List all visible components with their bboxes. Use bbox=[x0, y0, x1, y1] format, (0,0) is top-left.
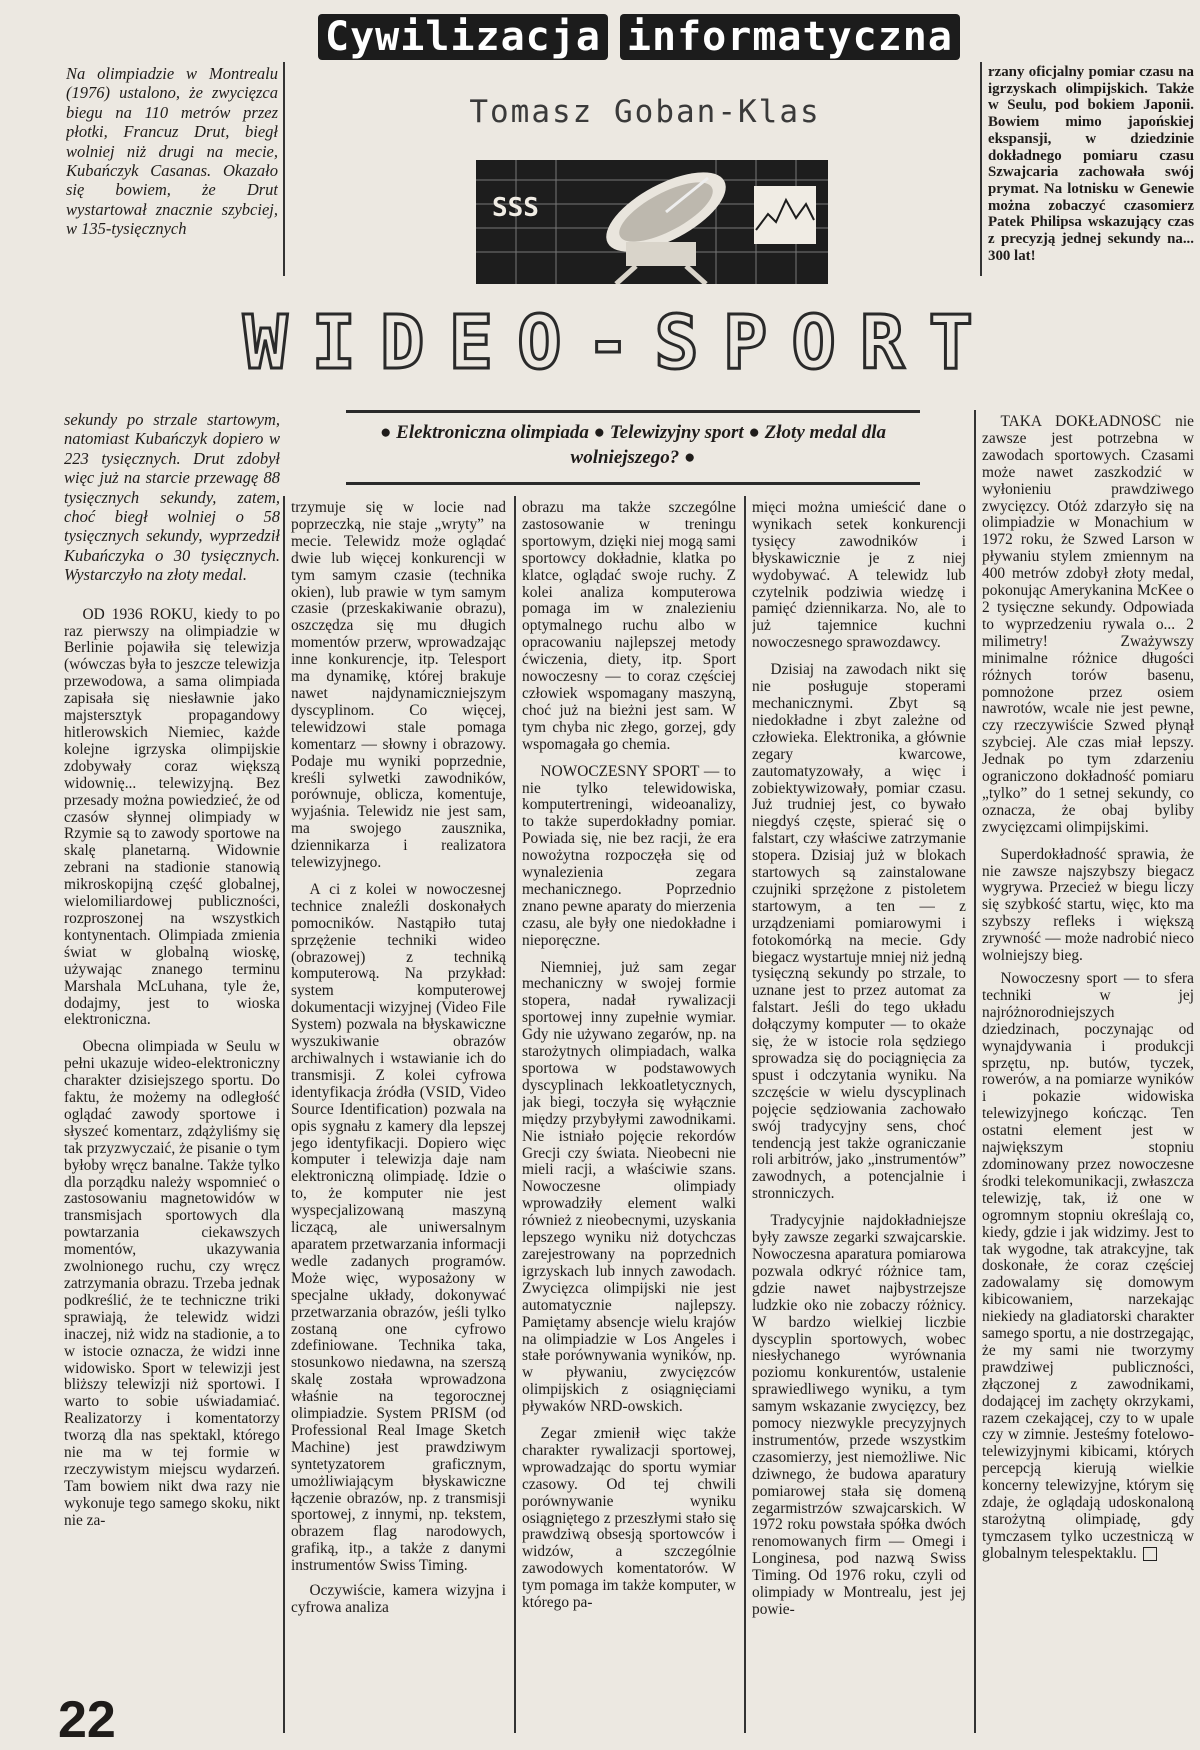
divider-col-1 bbox=[283, 496, 285, 1733]
column-3-paragraph-1: obrazu ma także szczególne zastosowanie w treningu sportowym, dzięki niej mogą sami sportowcy dokładnie, klatka po klatce, oglądać swoje ruchy. Z kolei analiza komputerowa pomaga im w znalezieniu optymalnego ruchu albo w opracowaniu najlepszej metody ćwiczenia, diety, itp. Sport nowoczesny — to coraz częściej człowiek wspomagany maszyną, choć już na bieżni jest sam. W tym chyba nic złego, gorzej, gdy wspomagała go chemia. bbox=[522, 500, 736, 753]
illustration-graphic bbox=[476, 160, 828, 284]
series-title-word-2: informatyczna bbox=[620, 14, 960, 60]
column-5-paragraph-2: Superdokładność sprawia, że nie zawsze najszybszy biegacz wygrywa. Przecież w biegu liczy się szybkość startu, więc, kto ma szybszy refleks i większą zrywność — może nadrobić nieco wolniejszy bieg. bbox=[982, 845, 1194, 965]
column-5-paragraph-3 bbox=[982, 971, 1194, 1563]
column-1-paragraph-2: Obecna olimpiada w Seulu w pełni ukazuje wideo-elektroniczny charakter dzisiejszego sportu. Do faktu, że możemy na odległość oglądać zawody sportowe i słyszeć komentarz, zdążyliśmy się tak przyzwyczaić, że pisanie o tym byłoby wręcz banalne. Także tylko dla porządku należy wspomnieć o zastosowaniu magnetowidów w transmisjach sportowych dla powtarzania ciekawszych momentów, ukazywania zwolnionego ruchu, czy wręcz zatrzymania obrazu. Trzeba jednak podkreślić, że te techniczne triki sprawiają, że telewidz widzi inaczej, niż widz na stadionie, a to w istocie oznacza, że widzi inne widowisko. Sport w telewizji jest bliższy telewizji niż sportowi. I warto to sobie uświadamiać. Realizatorzy i komentatorzy tworzą dla nas spektakl, którego nie ma w tej formie w rzeczywistym miejscu wydarzeń. Tam bowiem nikt dwa razy nie wykonuje tego samego skoku, nikt nie za- bbox=[64, 1038, 280, 1529]
illustration bbox=[476, 160, 828, 284]
subheading: ● Elektroniczna olimpiada ● Telewizyjny sport ● Złoty medal dla wolniejszego? ● bbox=[379, 422, 887, 468]
column-1 bbox=[64, 410, 280, 1690]
series-title bbox=[286, 14, 992, 60]
author-name: Tomasz Goban-Klas bbox=[469, 94, 821, 130]
headline: WIDEO-SPORT bbox=[242, 300, 998, 386]
divider-top-left bbox=[283, 62, 285, 276]
column-4-paragraph-1: mięci można umieścić dane o wynikach setek konkurencji tysięcy zawodników i błyskawicznie je z niej wydobywać. A telewidz lub czytelnik podziwia wiedzę i pamięć dziennikarza. No, ale to już tajemnice kuchni nowoczesnego sprawozdawcy. bbox=[752, 500, 966, 652]
column-2-paragraph-1: trzymuje się w locie nad poprzeczką, nie staje „wryty” na mecie. Telewidz może oglądać dwie lub więcej konkurencji w tym samym czasie (technika okien), lub prawie w tym samym czasie (przeskakiwanie obrazu), oszczędza się mu długich momentów przerw, wprowadzając inne konkurencje, itp. Telesport ma dynamikę, której brakuje nawet najdynamiczniejszym dyscyplinom. Co więcej, telewidzowi stale pomaga komentarz — słowny i obrazowy. Podaje mu wyniki poprzednie, kreśli sylwetki zawodników, porównuje, oblicza, komentuje, wyjaśnia. Telewidz nie jest sam, ma swojego zausznika, dziennikarza i realizatora telewizyjnego. bbox=[291, 500, 506, 872]
subheading-rule-top bbox=[346, 410, 920, 413]
subheading-rule-bottom bbox=[346, 482, 920, 485]
intro-left-column bbox=[66, 64, 278, 274]
top-right-column bbox=[988, 64, 1194, 278]
column-5 bbox=[982, 414, 1194, 1714]
tv-screen-icon bbox=[754, 186, 816, 244]
divider-col-3 bbox=[744, 496, 746, 1733]
end-of-article-icon bbox=[1143, 1547, 1157, 1561]
divider-col-4 bbox=[974, 410, 976, 1733]
column-2-paragraph-3: Oczywiście, kamera wizyjna i cyfrowa analiza bbox=[291, 1582, 506, 1616]
page-number: 22 bbox=[58, 1691, 116, 1749]
intro-continuation: sekundy po strzale startowym, natomiast Kubańczyk dopiero w 223 tysięcznych. Drut zdobył więc już na starcie przewagę 88 tysięcznych sekundy, zatem, choć biegł wolniej o 58 tysięcznych sekundy, wyprzedził Kubańczyka o 30 tysięcznych. Wystarczyło na złoty medal. bbox=[64, 410, 280, 585]
illustration-label: SSS bbox=[492, 193, 539, 223]
divider-top-right bbox=[980, 62, 982, 276]
column-2 bbox=[291, 500, 506, 1715]
column-3-paragraph-3: Niemniej, już sam zegar mechaniczny w swojej formie stopera, nadał rywalizacji sportowej inny zupełnie wymiar. Gdy nie używano zegarów, np. na starożytnych olimpiadach, walka sportowa w podstawowych dyscyplinach lekkoatletycznych, jak biegi, toczyła się wyłącznie między przybyłymi zawodnikami. Nie istniało pojęcie rekordów Grecji czy świata. Nieobecni nie mieli racji, a właściwie szans. Nowoczesne olimpiady wprowadziły element walki również z nieobecnymi, uzyskania lepszego wyniku niż dotychczas zarejestrowany na poprzednich igrzyskach lub innych zawodach. Zwycięzca olimpijski nie jest automatycznie najlepszy. Pamiętamy absencje wielu krajów na olimpiadzie w Los Angeles i stałe porównywania wyników, np. w pływaniu, zwycięzców olimpijskich z osiągnięciami pływaków NRD-owskich. bbox=[522, 958, 736, 1416]
column-4-paragraph-2: Dzisiaj na zawodach nikt się nie posługuje stoperami mechanicznymi. Zbyt są niedokładne i zbyt zależne od człowieka. Elektronika, a głównie zegary kwarcowe, zautomatyzowały, a więc i zobiektywizowały, pomiar czasu. Już trudniej jest, co bywało niegdyś częste, spierać się o falstart, czy właściwe zatrzymanie stopera. Dzisiaj już w blokach startowych są zainstalowane czujniki sprzężone z pistoletem startowym, a ten — z urządzeniami pomiarowymi i fotokomórką na mecie. Gdy biegacz wystartuje mniej niż jedną tysięczną sekundy po strzale, to uznane jest to przez automat za falstart. Jeśli do tego układu dołączymy komputer — to okaże się, że w istocie rola sędziego sprowadza się do pociągnięcia za spust i odczytania wyniku. Na szczęście w wielu dyscyplinach pojęcie sędziowania zachowało swój tradycyjny sens, choć tendencją jest także ograniczanie roli arbitrów, jako „instrumentów” zawodnych, a potencjalnie i stronniczych. bbox=[752, 661, 966, 1203]
divider-col-2 bbox=[514, 496, 516, 1733]
column-5-paragraph-1: TAKA DOKŁADNOŚĆ nie zawsze jest potrzebna w zawodach sportowych. Czasami może nawet zaszkodzić w wyłonieniu prawdziwego zwycięzcy. Otóż zdarzyło się na olimpiadzie w Monachium w 1972 roku, że Szwed Larson w pływaniu stylem zmiennym na 400 metrów zdobył złoty medal, pokonując Amerykanina McKee o 2 tysięczne sekundy. Odpowiada to wyprzedzeniu rywala o... 2 milimetry! Zważywszy minimalne różnice długości różnych torów basenu, pomnożone przez osiem nawrotów, wcale nie jest pewne, czy rzeczywiście Szwed płynął szybciej. Ale czas miał lepszy. Jednak po tym zdarzeniu ograniczono dokładność pomiaru „tylko” do 1 setnej sekundy, co oznacza, że obaj byliby zwycięzcami olimpijskimi. bbox=[982, 414, 1194, 836]
column-5-paragraph-3-text: Nowoczesny sport — to sfera techniki w jej najróżnorodniejszych dziedzinach, poczynając od wynajdywania i produkcji sprzętu, np. butów, tyczek, rowerów, a na pomiarze wyników i pokazie widowiska telewizyjnego kończąc. Ten ostatni element jest w największym stopniu zdominowany przez nowoczesne środki telekomunikacji, zwłaszcza telewizję, tak, iż one w ogromnym stopniu określają co, kiedy, gdzie i jak widzimy. Jest to tak wygodne, tak atrakcyjne, tak doskonałe, że coraz częściej zadowalamy się domowym kibicowaniem, narzekając niekiedy na gladiatorski charakter samego sportu, a nie dostrzegając, że my sami nie tworzymy prawdziwej publiczności, złączonej z zawodnikami, dodającej im zachęty okrzykami, razem czekającej, czy to w upale czy w zimnie. Jesteśmy fotelowo-telewizyjnymi kibicami, których percepcją kierują wielkie koncerny telewizyjne, którym się zdaje, że oglądają udoskonaloną starożytną olimpiadę, gdy tymczasem tylko uczestniczą w globalnym telespektaklu. bbox=[982, 970, 1194, 1562]
column-4-paragraph-3: Tradycyjnie najdokładniejsze były zawsze zegarki szwajcarskie. Nowoczesna aparatura pomiarowa pozwala odkryć różnice tam, gdzie nawet najbystrzejsze ludzkie oko nie zobaczy różnicy. W bardzo wielkiej liczbie dyscyplin sportowych, wobec niesłychanego wyrównania poziomu konkurentów, ustalenie sprawiedliwego wyniku, a tym samym wskazanie zwycięzcy, bez pomocy niezwykle precyzyjnych instrumentów, przede wszystkim czasomierzy, jest niemożliwe. Nic dziwnego, że budowa aparatury pomiarowej stała się domeną zegarmistrzów szwajcarskich. W 1972 roku powstała spółka dwóch renomowanych firm — Omegi i Longinesa, pod nazwą Swiss Timing. Od 1976 roku, czyli od olimpiady w Montrealu, jest jej powie- bbox=[752, 1212, 966, 1618]
series-title-word-1: Cywilizacja bbox=[318, 14, 608, 60]
column-3 bbox=[522, 500, 736, 1715]
column-3-paragraph-4: Zegar zmienił więc także charakter rywalizacji sportowej, wprowadzając do sportu wymiar czasowy. Od tej chwili porównywanie wyniku osiągniętego z przeszłymi stało się prawdziwą obsesją sportowców i widzów, a szczególnie zawodowych komentatorów. W tym pomaga im także komputer, w którego pa- bbox=[522, 1425, 736, 1612]
top-right-paragraph: rzany oficjalny pomiar czasu na igrzyskach olimpijskich. Także w Seulu, pod bokiem Japonii. Bowiem mimo japońskiej ekspansji, w dziedzinie dokładnego pomiaru czasu Szwajcaria zachowała swój prymat. Na lotnisku w Genewie można zobaczyć czasomierz Patek Philipsa wskazujący czas z precyzją jednej sekundy na... 300 lat! bbox=[988, 64, 1194, 264]
column-2-paragraph-2: A ci z kolei w nowoczesnej technice znaleźli doskonałych pomocników. Nastąpiło tutaj sprzężenie techniki wideo (obrazowej) z techniką komputerową. Na przykład: system komputerowej dokumentacji wizyjnej (Video File System) pozwala na błyskawiczne wyszukiwanie obrazów archiwalnych i wstawianie ich do transmisji. Z kolei cyfrowa identyfikacja źródła (VSID, Video Source Identification) pozwala na opis sygnału z kamery dla lepszej jego identyfikacji. Dopiero więc komputer i telewizja daje nam elektroniczną olimpiadę. Idzie o to, że komputer nie jest wyspecjalizowaną maszyną liczącą, ale uniwersalnym aparatem przetwarzania informacji wedle zadanych programów. Może więc, wyposażony w specjalne układy, dokonywać przetwarzania obrazów, jeśli tylko zostaną one cyfrowo zdefiniowane. Technika taka, stosunkowo niedawna, na szerszą skalę została wprowadzona właśnie na tegorocznej olimpiadzie. System PRISM (od Professional Real Image Sketch Machine) jest prawdziwym syntetyzatorem graficznym, umożliwiającym błyskawiczne łączenie obrazów, np. z transmisji sportowej, z innymi, np. tekstem, obrazem flag narodowych, grafiką, itp., a także z danymi instrumentów Swiss Timing. bbox=[291, 880, 506, 1575]
column-3-paragraph-2: NOWOCZESNY SPORT — to nie tylko telewidowiska, komputertreningi, wideoanalizy, to także superdokładny pomiar. Powiada się, nie bez racji, że era nowożytna rozpoczęła się od wynalezienia zegara mechanicznego. Poprzednio znano pewne aparaty do mierzenia czasu, ale były one niedokładne i nieporęczne. bbox=[522, 762, 736, 949]
column-1-paragraph-1: OD 1936 ROKU, kiedy to po raz pierwszy na olimpiadzie w Berlinie pojawiła się telewizja (wówczas była to jeszcze telewizja przewodowa, a sama olimpiada zapisała się niesławnie jako majstersztyk propagandowy hitlerowskich Niemiec, każde kolejne igrzyska olimpijskie zdobywały coraz większą widownię... telewizyjną. Bez przesady można powiedzieć, że od czasów słynnej olimpiady w Rzymie są to zawody sportowe na skalę planetarną. Widownie zebrani na stadionie stanowią mikroskopijną część globalnej, wielomiliardowej publiczności, rozproszonej na wszystkich kontynentach. Olimpiada zmienia świat w globalną wioskę, używając znanego terminu Marshala McLuhana, tyle że, dodajmy, jest to wioska elektroniczna. bbox=[64, 605, 280, 1029]
intro-paragraph: Na olimpiadzie w Montrealu (1976) ustalono, że zwycięzca biegu na 110 metrów przez płotki, Francuz Drut, biegł wolniej niż drugi na mecie, Kubańczyk Casanas. Okazało się bowiem, że Drut wystartował znacznie szybciej, w 135-tysięcznych bbox=[66, 64, 278, 239]
column-4 bbox=[752, 500, 966, 1715]
